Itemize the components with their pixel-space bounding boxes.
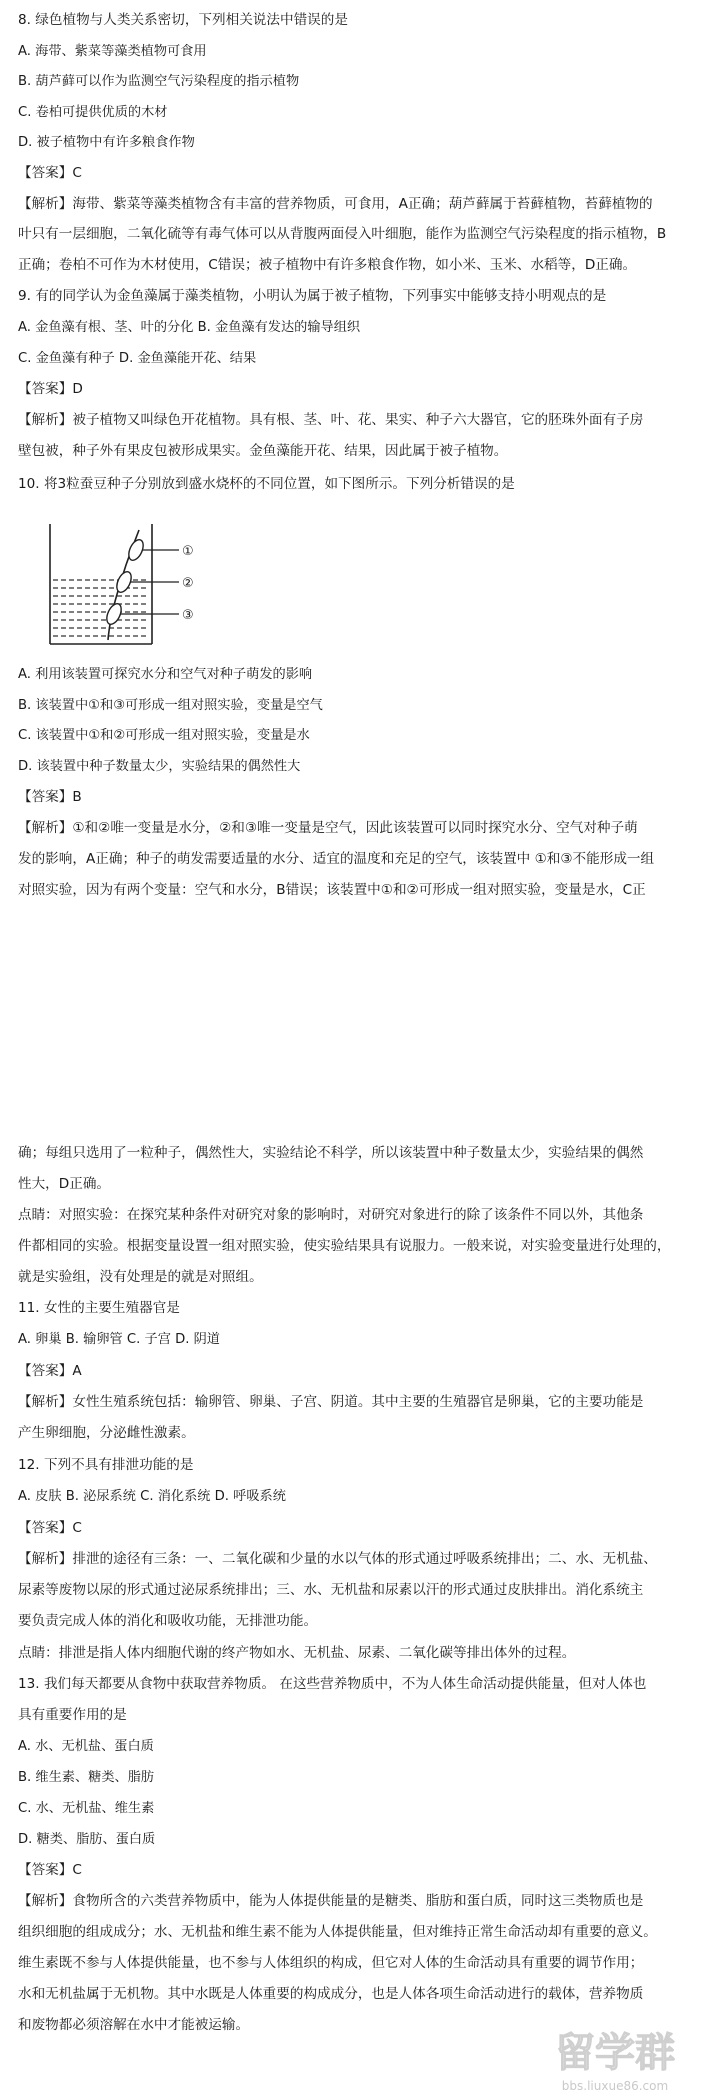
q12-analysis-1: 【解析】排泄的途径有三条：一、二氧化碳和少量的水以气体的形式通过呼吸系统排出；二、水、无机盐、 <box>18 1551 657 1567</box>
q13-analysis-5: 和废物都必须溶解在水中才能被运输。 <box>18 2017 250 2033</box>
q8-analysis-3: 正确；卷柏不可作为木材使用，C错误；被子植物中有许多粮食作物，如小米、玉米、水稻等，D正确。 <box>18 257 637 273</box>
q10-tip-2: 件都相同的实验。根据变量设置一组对照实验，使实验结果具有说服力。一般来说，对实验变量进行处理的， <box>18 1238 671 1254</box>
q8-analysis-1: 【解析】海带、紫菜等藻类植物含有丰富的营养物质，可食用，A正确；葫芦藓属于苔藓植物，苔藓植物的 <box>18 196 653 212</box>
q10-option-b: B. 该装置中①和③可形成一组对照实验，变量是空气 <box>18 698 323 713</box>
q13-stem-1: 13. 我们每天都要从食物中获取营养物质。 在这些营养物质中，不为人体生命活动提供能量，但对人体也 <box>18 1676 647 1692</box>
q9-options-ab: A. 金鱼藻有根、茎、叶的分化 B. 金鱼藻有发达的输导组织 <box>18 320 361 335</box>
q8-option-a: A. 海带、紫菜等藻类植物可食用 <box>18 44 207 59</box>
q12-analysis-3: 要负责完成人体的消化和吸收功能，无排泄功能。 <box>18 1613 318 1629</box>
q11-options: A. 卵巢 B. 输卵管 C. 子宫 D. 阴道 <box>18 1332 220 1347</box>
q12-options: A. 皮肤 B. 泌尿系统 C. 消化系统 D. 呼吸系统 <box>18 1489 286 1504</box>
q8-option-d: D. 被子植物中有许多粮食作物 <box>18 135 195 150</box>
q8-analysis-2: 叶只有一层细胞，二氧化硫等有毒气体可以从背腹两面侵入叶细胞，能作为监测空气污染程度的指示植物，B <box>18 226 667 242</box>
q10-analysis-1: 【解析】①和②唯一变量是水分，②和③唯一变量是空气，因此该装置可以同时探究水分、空气对种子萌 <box>18 820 638 836</box>
q10-analysis-5: 性大，D正确。 <box>18 1176 111 1192</box>
q10-stem: 10. 将3粒蚕豆种子分别放到盛水烧杯的不同位置，如下图所示。下列分析错误的是 <box>18 476 515 492</box>
watermark-logo <box>520 2018 715 2100</box>
q13-option-b: B. 维生素、糖类、脂肪 <box>18 1770 155 1785</box>
label-3: ③ <box>182 608 194 623</box>
q13-analysis-1: 【解析】食物所含的六类营养物质中，能为人体提供能量的是糖类、脂肪和蛋白质，同时这三类物质也是 <box>18 1893 644 1909</box>
q11-analysis-1: 【解析】女性生殖系统包括：输卵管、卵巢、子宫、阴道。其中主要的生殖器官是卵巢，它的主要功能是 <box>18 1394 644 1410</box>
q13-option-d: D. 糖类、脂肪、蛋白质 <box>18 1832 156 1847</box>
q8-option-b: B. 葫芦藓可以作为监测空气污染程度的指示植物 <box>18 74 300 89</box>
q13-analysis-4: 水和无机盐属于无机物。其中水既是人体重要的构成成分，也是人体各项生命活动进行的载体，营养物质 <box>18 1986 644 2002</box>
q10-option-c: C. 该装置中①和②可形成一组对照实验，变量是水 <box>18 728 310 743</box>
q8-option-c: C. 卷柏可提供优质的木材 <box>18 105 168 120</box>
q13-analysis-3: 维生素既不参与人体提供能量，也不参与人体组织的构成，但它对人体的生命活动具有重要的调节作用； <box>18 1955 644 1971</box>
q8-stem: 8. 绿色植物与人类关系密切，下列相关说法中错误的是 <box>18 12 348 28</box>
q13-analysis-2: 组织细胞的组成成分；水、无机盐和维生素不能为人体提供能量，但对维持正常生命活动却有重要的意义。 <box>18 1924 657 1940</box>
q13-stem-2: 具有重要作用的是 <box>18 1707 127 1723</box>
q10-answer: 【答案】B <box>18 789 82 805</box>
watermark-url: bbs.liuxue86.com <box>561 2079 669 2093</box>
label-1: ① <box>182 544 194 559</box>
watermark-title: 留学群 <box>555 2030 675 2076</box>
q10-analysis-4: 确；每组只选用了一粒种子，偶然性大，实验结论不科学，所以该装置中种子数量太少，实验结果的偶然 <box>18 1145 644 1161</box>
q8-answer: 【答案】C <box>18 165 82 181</box>
q12-stem: 12. 下列不具有排泄功能的是 <box>18 1457 194 1473</box>
q10-option-d: D. 该装置中种子数量太少，实验结果的偶然性大 <box>18 759 301 774</box>
q10-tip-3: 就是实验组，没有处理是的就是对照组。 <box>18 1269 263 1285</box>
q12-tip: 点睛：排泄是指人体内细胞代谢的终产物如水、无机盐、尿素、二氧化碳等排出体外的过程。 <box>18 1645 576 1661</box>
q10-analysis-3: 对照实验，因为有两个变量：空气和水分，B错误；该装置中①和②可形成一组对照实验，变量是水，C正 <box>18 882 646 898</box>
q10-option-a: A. 利用该装置可探究水分和空气对种子萌发的影响 <box>18 667 313 682</box>
q12-answer: 【答案】C <box>18 1520 82 1536</box>
q13-answer: 【答案】C <box>18 1862 82 1878</box>
q9-analysis-1: 【解析】被子植物又叫绿色开花植物。具有根、茎、叶、花、果实、种子六大器官，它的胚珠外面有子房 <box>18 412 644 428</box>
q10-analysis-2: 发的影响，A正确；种子的萌发需要适量的水分、适宜的温度和充足的空气，该装置中 ①和③不能形成一组 <box>18 851 655 867</box>
q12-analysis-2: 尿素等废物以尿的形式通过泌尿系统排出；三、水、无机盐和尿素以汗的形式通过皮肤排出。消化系统主 <box>18 1582 644 1598</box>
q11-analysis-2: 产生卵细胞，分泌雌性激素。 <box>18 1425 195 1441</box>
q9-answer: 【答案】D <box>18 381 83 397</box>
q9-analysis-2: 壁包被，种子外有果皮包被形成果实。金鱼藻能开花、结果，因此属于被子植物。 <box>18 443 508 459</box>
q9-options-cd: C. 金鱼藻有种子 D. 金鱼藻能开花、结果 <box>18 351 257 366</box>
label-2: ② <box>182 576 194 591</box>
q9-stem: 9. 有的同学认为金鱼藻属于藻类植物，小明认为属于被子植物，下列事实中能够支持小明观点的是 <box>18 288 607 304</box>
q11-stem: 11. 女性的主要生殖器官是 <box>18 1300 180 1316</box>
water-surface <box>53 580 149 636</box>
q10-tip-1: 点睛：对照实验：在探究某种条件对研究对象的影响时，对研究对象进行的除了该条件不同以外，其他条 <box>18 1207 644 1223</box>
seed-beaker-diagram <box>44 520 209 650</box>
q13-option-c: C. 水、无机盐、维生素 <box>18 1801 155 1816</box>
q13-option-a: A. 水、无机盐、蛋白质 <box>18 1739 154 1754</box>
q11-answer: 【答案】A <box>18 1363 82 1379</box>
